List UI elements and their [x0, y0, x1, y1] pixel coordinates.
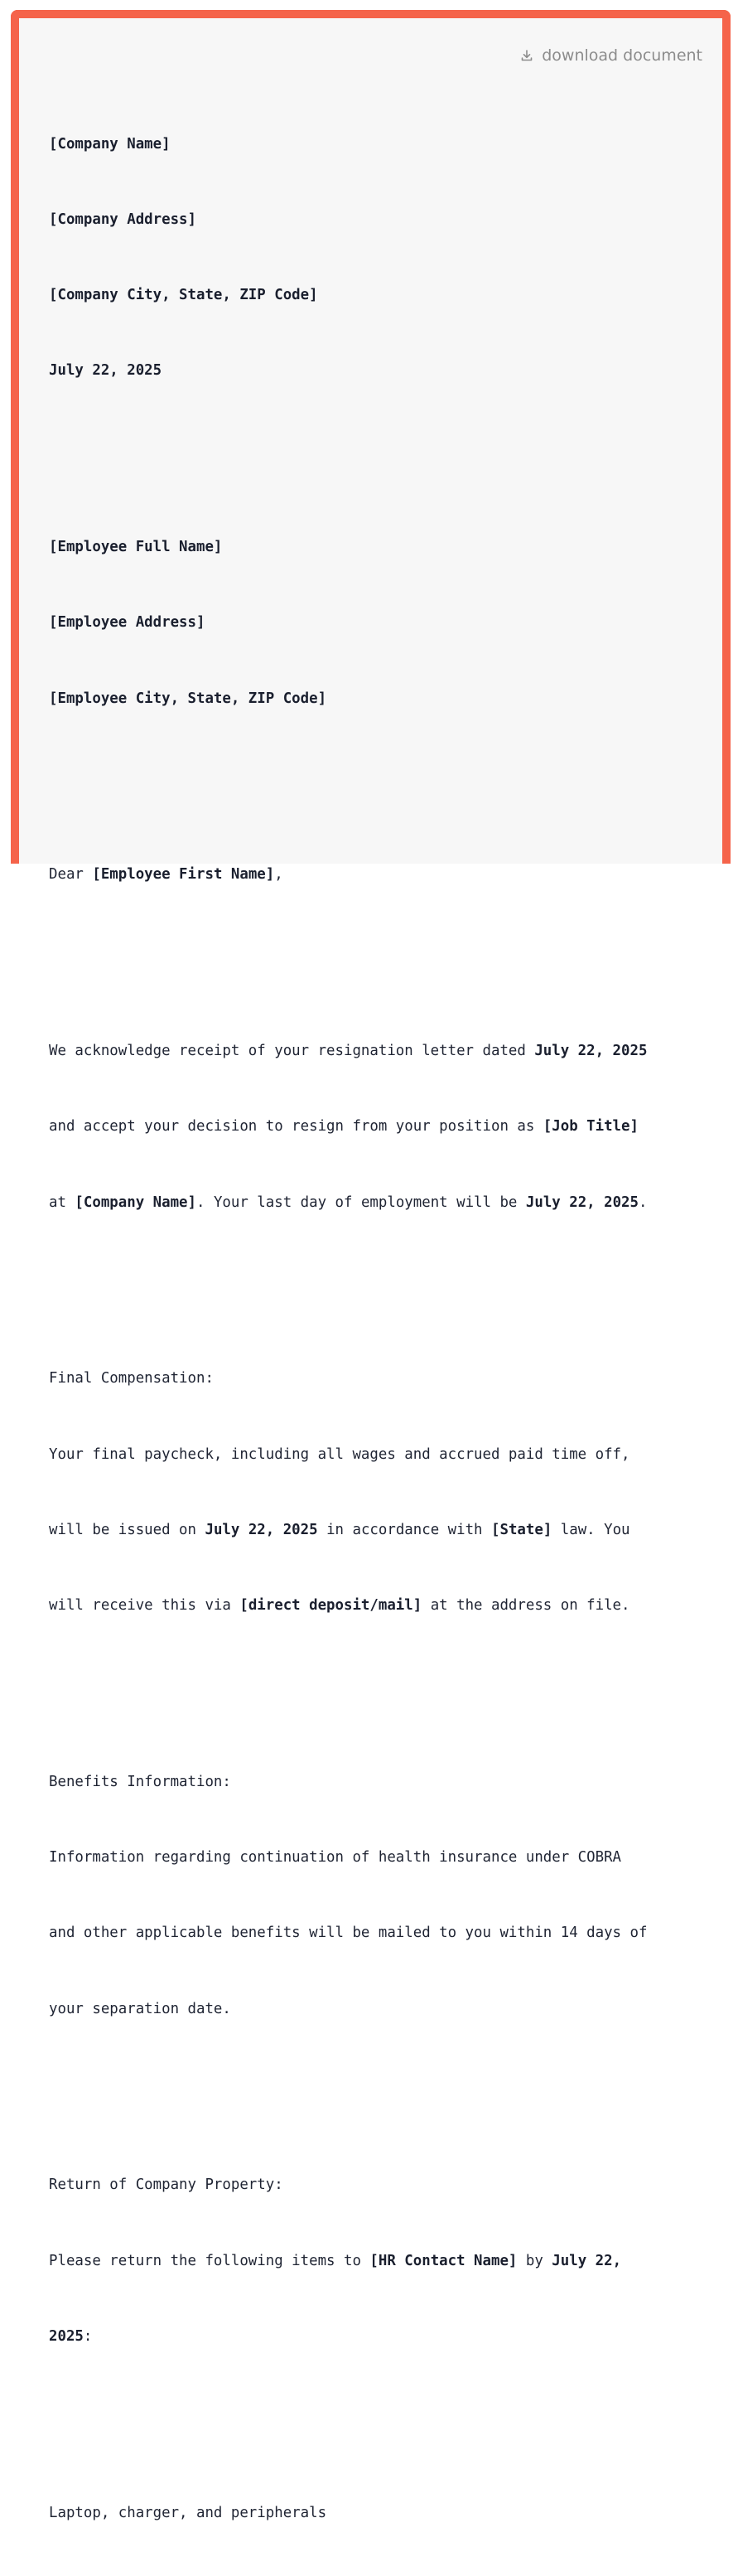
- paragraph-line: your separation date.: [49, 2000, 231, 2017]
- download-icon: [520, 49, 533, 62]
- salutation-line: Dear [Employee First Name],: [49, 866, 283, 884]
- paragraph-line: and other applicable benefits will be mailed to you within 14 days of: [49, 1925, 648, 1942]
- paragraph-line: will receive this via [direct deposit/mail] at the address on file.: [49, 1597, 630, 1615]
- spacer: [49, 434, 711, 459]
- download-document-button[interactable]: [520, 46, 702, 65]
- paragraph-line: at [Company Name]. Your last day of employment will be July 22, 2025.: [49, 1194, 648, 1211]
- final-compensation-heading: Final Compensation:: [49, 1370, 214, 1387]
- spacer: [49, 938, 711, 963]
- property-heading: Return of Company Property:: [49, 2177, 283, 2194]
- spacer: [49, 762, 711, 787]
- spacer: [49, 1266, 711, 1290]
- document-panel: [11, 10, 731, 2521]
- employee-name-line: [Employee Full Name]: [49, 539, 223, 556]
- company-address-line: [Company Address]: [49, 211, 196, 229]
- spacer: [49, 1668, 711, 1693]
- letter-body: [49, 81, 711, 2576]
- paragraph-line: Your final paycheck, including all wages and accrued paid time off,: [49, 1445, 630, 1463]
- spacer: [49, 2399, 711, 2424]
- employee-city-line: [Employee City, State, ZIP Code]: [49, 690, 327, 707]
- paragraph-line: Information regarding continuation of health insurance under COBRA: [49, 1849, 622, 1867]
- paragraph-line: Please return the following items to [HR Contact Name] by July 22,: [49, 2252, 622, 2269]
- date-line: July 22, 2025: [49, 362, 162, 380]
- company-city-line: [Company City, State, ZIP Code]: [49, 287, 318, 304]
- paragraph-line: 2025:: [49, 2327, 93, 2345]
- list-item: Laptop, charger, and peripherals: [49, 2504, 327, 2521]
- download-label: download document: [542, 46, 702, 65]
- benefits-heading: Benefits Information:: [49, 1773, 231, 1790]
- paragraph-line: We acknowledge receipt of your resignation letter dated July 22, 2025: [49, 1043, 648, 1060]
- employee-address-line: [Employee Address]: [49, 614, 205, 632]
- paragraph-line: and accept your decision to resign from your position as [Job Title]: [49, 1118, 639, 1135]
- paragraph-line: will be issued on July 22, 2025 in accordance with [State] law. You: [49, 1521, 630, 1538]
- spacer: [49, 2072, 711, 2097]
- company-name-line: [Company Name]: [49, 135, 171, 153]
